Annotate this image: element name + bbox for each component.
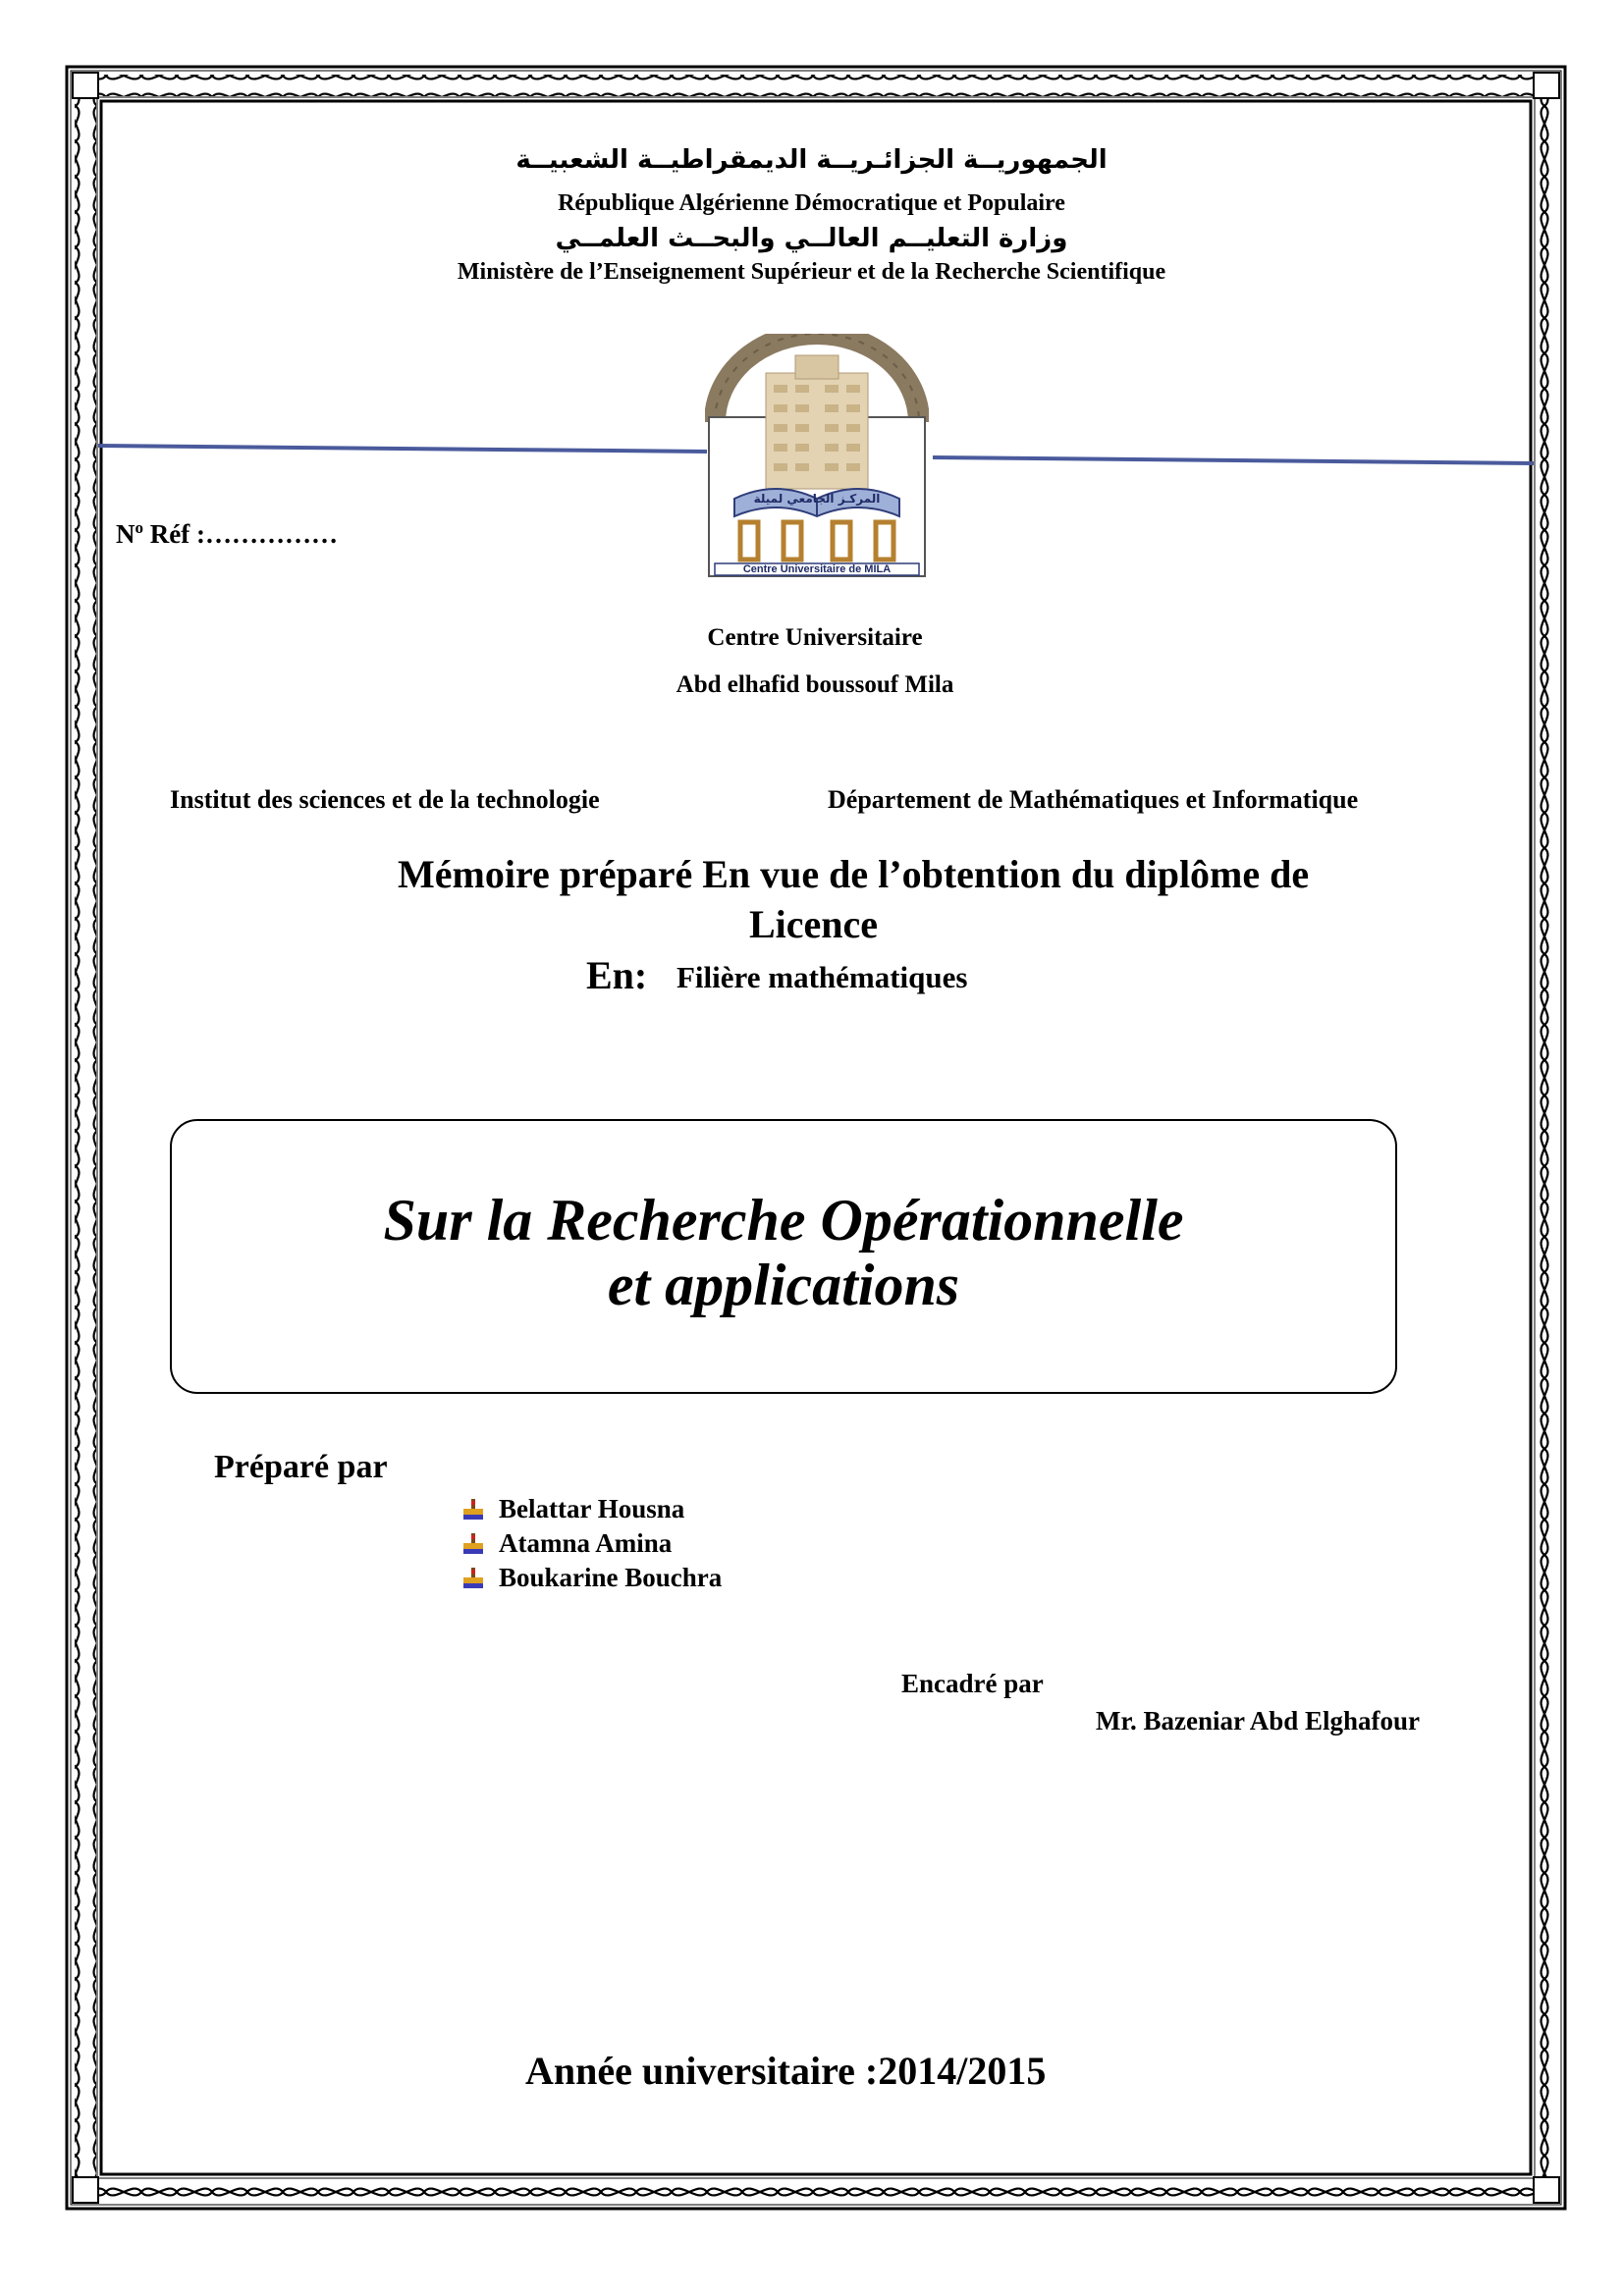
right-rule [933,452,1534,467]
author-name: Belattar Housna [499,1494,685,1523]
author-item [461,1561,722,1595]
logo-arabic-text: المركـز الجامعي لميلة [753,492,881,506]
pin-bullet-icon [461,1567,485,1590]
logo-caption: Centre Universitaire de MILA [742,563,892,575]
left-rule [98,440,707,455]
french-republic-heading: République Algérienne Démocratique et Populaire [558,190,1065,216]
thesis-title-line1: Sur la Recherche Opérationnelle [383,1188,1184,1253]
author-item [461,1526,722,1561]
pin-bullet-icon [461,1532,485,1556]
degree-field: Filière mathématiques [676,960,968,994]
thesis-title-line2: et applications [607,1253,960,1317]
logo-graphic [705,334,929,579]
reference-superscript: o [135,518,143,537]
author-list [461,1492,722,1595]
thesis-title-box [170,1119,1397,1394]
reference-prefix: N [116,519,135,549]
arabic-ministry-heading: وزارة التعليــم العالــي والبحــث العلمــي [555,224,1068,253]
supervisor-label: Encadré par [901,1669,1044,1698]
arabic-republic-heading: الجمهوريــة الجزائـريــة الديمقراطيــة الشعبيــة [515,145,1108,175]
university-logo [705,334,929,579]
reference-number [116,518,338,550]
academic-year: Année universitaire :2014/2015 [525,2049,1047,2093]
institution-line2: Abd elhafid boussouf Mila [676,671,954,698]
author-name: Boukarine Bouchra [499,1563,723,1592]
institution-line1: Centre Universitaire [707,624,923,651]
degree-line1: Mémoire préparé En vue de l’obtention du diplôme de [398,852,1310,896]
supervisor-name: Mr. Bazeniar Abd Elghafour [1096,1706,1421,1735]
reference-label: Réf :…………… [143,519,338,549]
degree-en-label: En: [586,953,648,997]
french-ministry-heading: Ministère de l’Enseignement Supérieur et de la Recherche Scientifique [457,259,1166,285]
author-item [461,1492,722,1526]
author-name: Atamna Amina [499,1528,673,1558]
department-name: Département de Mathématiques et Informatique [828,785,1359,814]
degree-line2: Licence [749,902,879,946]
prepared-by-label: Préparé par [214,1449,388,1485]
pin-bullet-icon [461,1498,485,1522]
institute-name: Institut des sciences et de la technologie [170,785,600,814]
